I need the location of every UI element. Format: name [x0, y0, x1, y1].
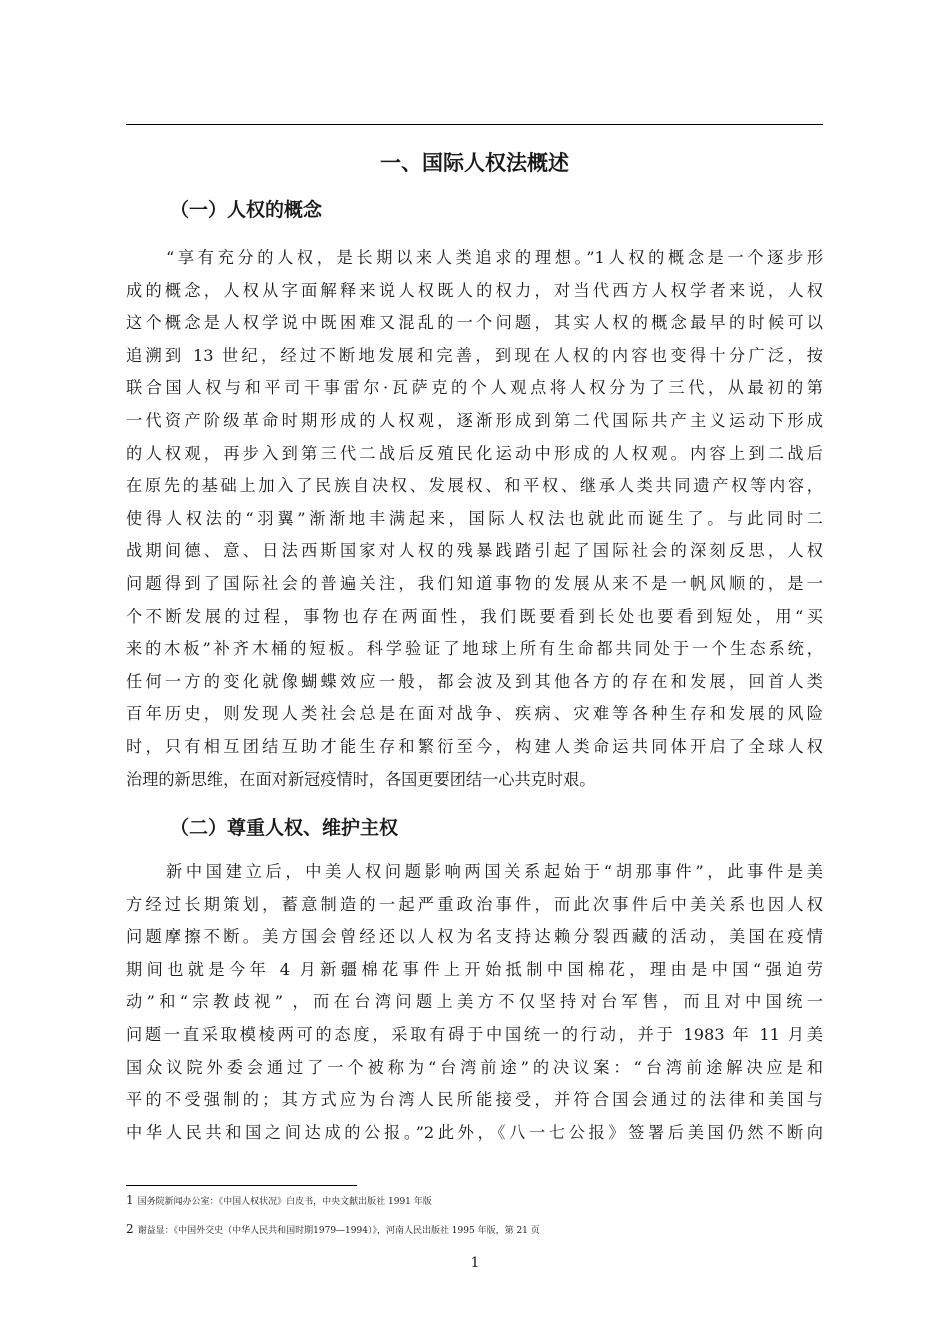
chapter-title: 一、国际人权法概述 [380, 151, 569, 175]
body-line: 的人权观，再步入到第三代二战后反殖民化运动中形成的人权观。内容上到二战后 [126, 443, 823, 463]
section-heading-2: （二）尊重人权、维护主权 [170, 817, 399, 839]
header-rule [126, 124, 823, 125]
body-line: 问题得到了国际社会的普遍关注，我们知道事物的发展从来不是一帆风顺的，是一 [126, 573, 823, 593]
body-line: 一代资产阶级革命时期形成的人权观，逐渐形成到第二代国际共产主义运动下形成 [126, 410, 823, 430]
section-heading-1: （一）人权的概念 [170, 199, 323, 221]
body-line: 联合国人权与和平司干事雷尔·瓦萨克的个人观点将人权分为了三代，从最初的第 [126, 378, 823, 398]
footnote-text: 国务院新闻办公室：《中国人权状况》白皮书，中央文献出版社 1991 年版 [137, 1197, 432, 1207]
section-2-body [126, 856, 823, 1149]
body-line: 新中国建立后，中美人权问题影响两国关系起始于“胡那事件”，此事件是美 [166, 862, 823, 881]
body-line: 战期间德、意、日法西斯国家对人权的残暴践踏引起了国际社会的深刻反思，人权 [126, 541, 823, 561]
body-line: 问题一直采取模棱两可的态度，采取有碍于中国统一的行动，并于 1983 年 11 月美 [126, 1024, 823, 1044]
body-line: 治理的新思维，在面对新冠疫情时，各国更要团结一心共克时艰。 [126, 769, 596, 789]
body-line: 来的木板”补齐木桶的短板。科学验证了地球上所有生命都共同处于一个生态系统， [126, 639, 823, 659]
body-line: 时，只有相互团结互助才能生存和繁衍至今，构建人类命运共同体开启了全球人权 [126, 736, 823, 756]
body-line: 期间也就是今年 4 月新疆棉花事件上开始抵制中国棉花，理由是中国“强迫劳 [126, 959, 823, 979]
body-line: 中华人民共和国之间达成的公报。”2此外，《八一七公报》签署后美国仍然不断向 [126, 1122, 823, 1142]
body-line: 这个概念是人权学说中既困难又混乱的一个问题，其实人权的概念最早的时候可以 [126, 313, 823, 333]
footnote-separator [126, 1185, 357, 1186]
body-line: 在原先的基础上加入了民族自决权、发展权、和平权、继承人类共同遗产权等内容， [126, 476, 823, 496]
body-line: 成的概念，人权从字面解释来说人权既人的权力，对当代西方人权学者来说，人权 [126, 280, 823, 300]
body-line: 个不断发展的过程，事物也存在两面性，我们既要看到长处也要看到短处，用“买 [126, 606, 823, 626]
footnote-2 [126, 1222, 540, 1238]
body-line: 百年历史，则发现人类社会总是在面对战争、疾病、灾难等各种生存和发展的风险 [126, 704, 823, 724]
section-1-body [126, 242, 823, 796]
body-line: 方经过长期策划，蓄意制造的一起严重政治事件，而此次事件后中美关系也因人权 [126, 894, 823, 914]
footnote-number: 2 [126, 1222, 134, 1236]
page-number: 1 [470, 1255, 480, 1271]
body-line: “享有充分的人权，是长期以来人类追求的理想。”1人权的概念是一个逐步形 [166, 248, 823, 267]
footnote-1 [126, 1193, 432, 1209]
footnote-number: 1 [126, 1193, 134, 1207]
body-line: 问题摩擦不断。美方国会曾经还以人权为名支持达赖分裂西藏的活动，美国在疫情 [126, 927, 823, 947]
body-line: 任何一方的变化就像蝴蝶效应一般，都会波及到其他各方的存在和发展，回首人类 [126, 671, 823, 691]
body-line: 动”和“宗教歧视” ，而在台湾问题上美方不仅坚持对台军售，而且对中国统一 [126, 992, 823, 1012]
footnote-text: 谢益显：《中国外交史（中华人民共和国时期1979—1994）》，河南人民出版社 1995 年版，第 21 页 [137, 1226, 540, 1236]
body-line: 使得人权法的“羽翼”渐渐地丰满起来，国际人权法也就此而诞生了。与此同时二 [126, 508, 823, 528]
body-line: 平的不受强制的；其方式应为台湾人民所能接受，并符合国会通过的法律和美国与 [126, 1090, 823, 1110]
body-line: 追溯到 13 世纪，经过不断地发展和完善，到现在人权的内容也变得十分广泛，按 [126, 345, 823, 365]
body-line: 国众议院外委会通过了一个被称为“台湾前途”的决议案：“台湾前途解决应是和 [126, 1057, 823, 1077]
